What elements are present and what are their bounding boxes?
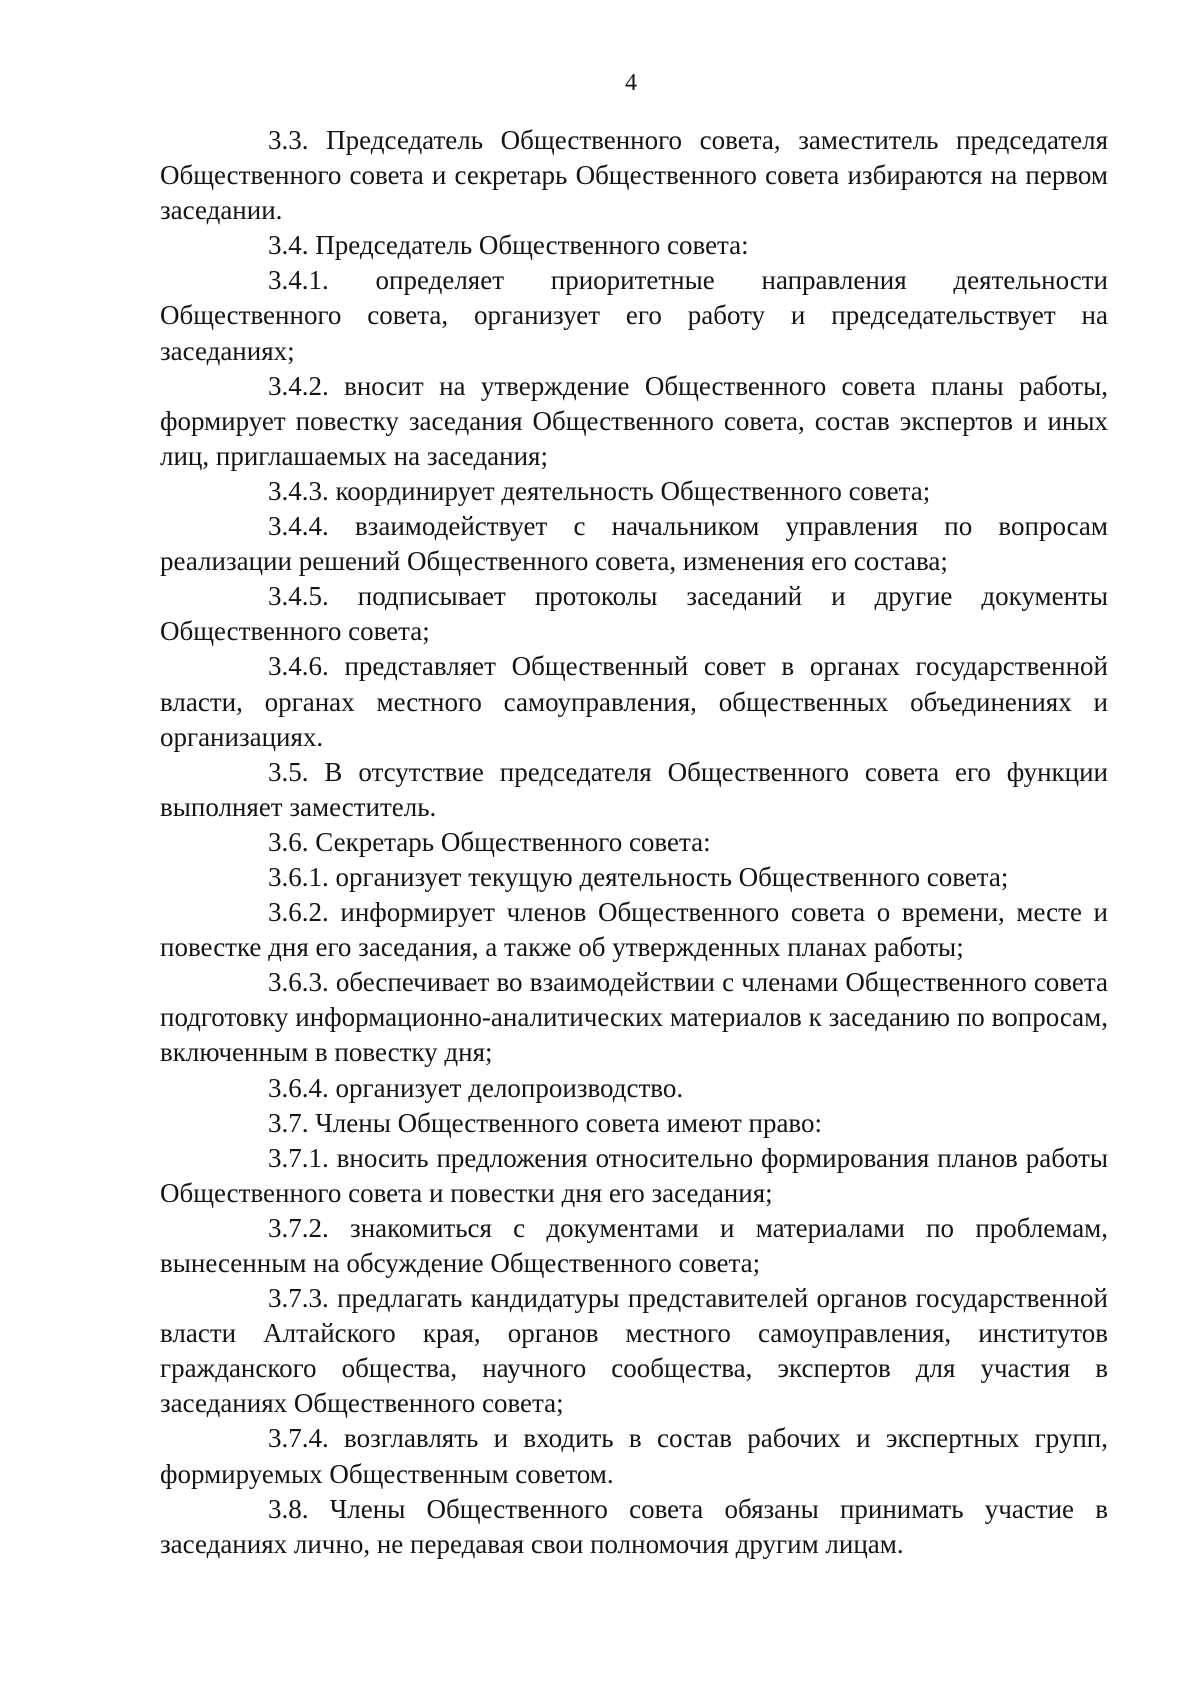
paragraph-number: 3.7.1.: [268, 1142, 329, 1173]
paragraph-text: Председатель Общественного совета, заместитель председателя Общественного совета и секретарь Общественного совета избираются на первом заседании.: [160, 125, 1108, 226]
paragraph-text: вносит на утверждение Общественного совета планы работы, формирует повестку заседания Общественного совета, состав экспертов и иных лиц, приглашаемых на заседания;: [160, 370, 1108, 471]
paragraph-3-4-6: [160, 649, 1108, 754]
paragraph-text: координирует деятельность Общественного совета;: [335, 475, 931, 506]
paragraph-text: возглавлять и входить в состав рабочих и экспертных групп, формируемых Общественным советом.: [160, 1423, 1108, 1489]
paragraph-number: 3.4.6.: [268, 651, 329, 682]
paragraph-text: предлагать кандидатуры представителей органов государственной власти Алтайского края, органов местного самоуправления, институтов гражданского общества, научного сообщества, экспертов для участия в заседаниях Общественного совета;: [160, 1283, 1109, 1419]
paragraph-3-6-1: [160, 860, 1108, 895]
paragraph-number: 3.7.2.: [268, 1212, 329, 1243]
paragraph-text: Секретарь Общественного совета:: [315, 826, 711, 857]
paragraph-number: 3.7.4.: [268, 1423, 329, 1454]
paragraph-text: взаимодействует с начальником управления по вопросам реализации решений Общественного совета, изменения его состава;: [160, 511, 1108, 577]
paragraph-3-3: [160, 123, 1108, 228]
paragraph-text: определяет приоритетные направления деятельности Общественного совета, организует его работу и председательствует на заседаниях;: [160, 265, 1108, 366]
paragraph-number: 3.6.1.: [268, 861, 329, 892]
paragraph-number: 3.8.: [268, 1493, 309, 1524]
paragraph-text: Члены Общественного совета обязаны принимать участие в заседаниях лично, не передавая свои полномочия другим лицам.: [160, 1493, 1109, 1559]
paragraph-3-6-4: [160, 1071, 1108, 1106]
paragraph-number: 3.6.: [268, 826, 309, 857]
paragraph-text: организует текущую деятельность Общественного совета;: [335, 861, 1009, 892]
paragraph-3-7-1: [160, 1141, 1108, 1211]
paragraph-3-5: [160, 755, 1108, 825]
paragraph-text: В отсутствие председателя Общественного совета его функции выполняет заместитель.: [160, 756, 1109, 822]
paragraph-number: 3.6.4.: [268, 1072, 329, 1103]
paragraph-number: 3.4.3.: [268, 475, 329, 506]
paragraph-text: вносить предложения относительно формирования планов работы Общественного совета и повестки дня его заседания;: [160, 1142, 1109, 1208]
paragraph-number: 3.5.: [268, 756, 309, 787]
paragraph-number: 3.7.: [268, 1107, 309, 1138]
paragraph-number: 3.6.2.: [268, 897, 329, 928]
paragraph-3-7-2: [160, 1211, 1108, 1281]
paragraph-text: подписывает протоколы заседаний и другие документы Общественного совета;: [160, 581, 1108, 647]
paragraph-3-6: [160, 825, 1108, 860]
paragraph-number: 3.6.3.: [268, 967, 329, 998]
paragraph-text: обеспечивает во взаимодействии с членами Общественного совета подготовку информационно-аналитических материалов к заседанию по вопросам, включенным в повестку дня;: [160, 967, 1108, 1068]
paragraph-number: 3.4.5.: [268, 581, 329, 612]
paragraph-3-6-2: [160, 895, 1108, 965]
paragraph-3-6-3: [160, 965, 1108, 1070]
paragraph-3-7: [160, 1106, 1108, 1141]
paragraph-text: Председатель Общественного совета:: [315, 230, 749, 261]
paragraph-text: информирует членов Общественного совета о времени, месте и повестке дня его заседания, а также об утвержденных планах работы;: [160, 897, 1108, 963]
paragraph-number: 3.4.2.: [268, 370, 329, 401]
paragraph-text: представляет Общественный совет в органах государственной власти, органах местного самоуправления, общественных объединениях и организациях.: [160, 651, 1108, 752]
paragraph-number: 3.4.1.: [268, 265, 329, 296]
paragraph-3-7-3: [160, 1281, 1108, 1421]
paragraph-number: 3.3.: [268, 125, 309, 155]
paragraph-number: 3.4.4.: [268, 511, 329, 542]
paragraph-number: 3.7.3.: [268, 1283, 329, 1314]
paragraph-text: Члены Общественного совета имеют право:: [315, 1107, 822, 1138]
paragraph-3-8: [160, 1492, 1108, 1562]
paragraph-number: 3.4.: [268, 230, 309, 261]
paragraph-3-4-2: [160, 369, 1108, 474]
paragraph-3-4: [160, 228, 1108, 263]
paragraph-3-4-3: [160, 474, 1108, 509]
page-number: 4: [625, 70, 637, 96]
paragraph-text: организует делопроизводство.: [335, 1072, 684, 1103]
paragraph-3-4-4: [160, 509, 1108, 579]
document-body: [160, 123, 1108, 1562]
paragraph-text: знакомиться с документами и материалами по проблемам, вынесенным на обсуждение Общественного совета;: [160, 1212, 1109, 1278]
paragraph-3-4-1: [160, 263, 1108, 368]
paragraph-3-7-4: [160, 1421, 1108, 1491]
paragraph-3-4-5: [160, 579, 1108, 649]
